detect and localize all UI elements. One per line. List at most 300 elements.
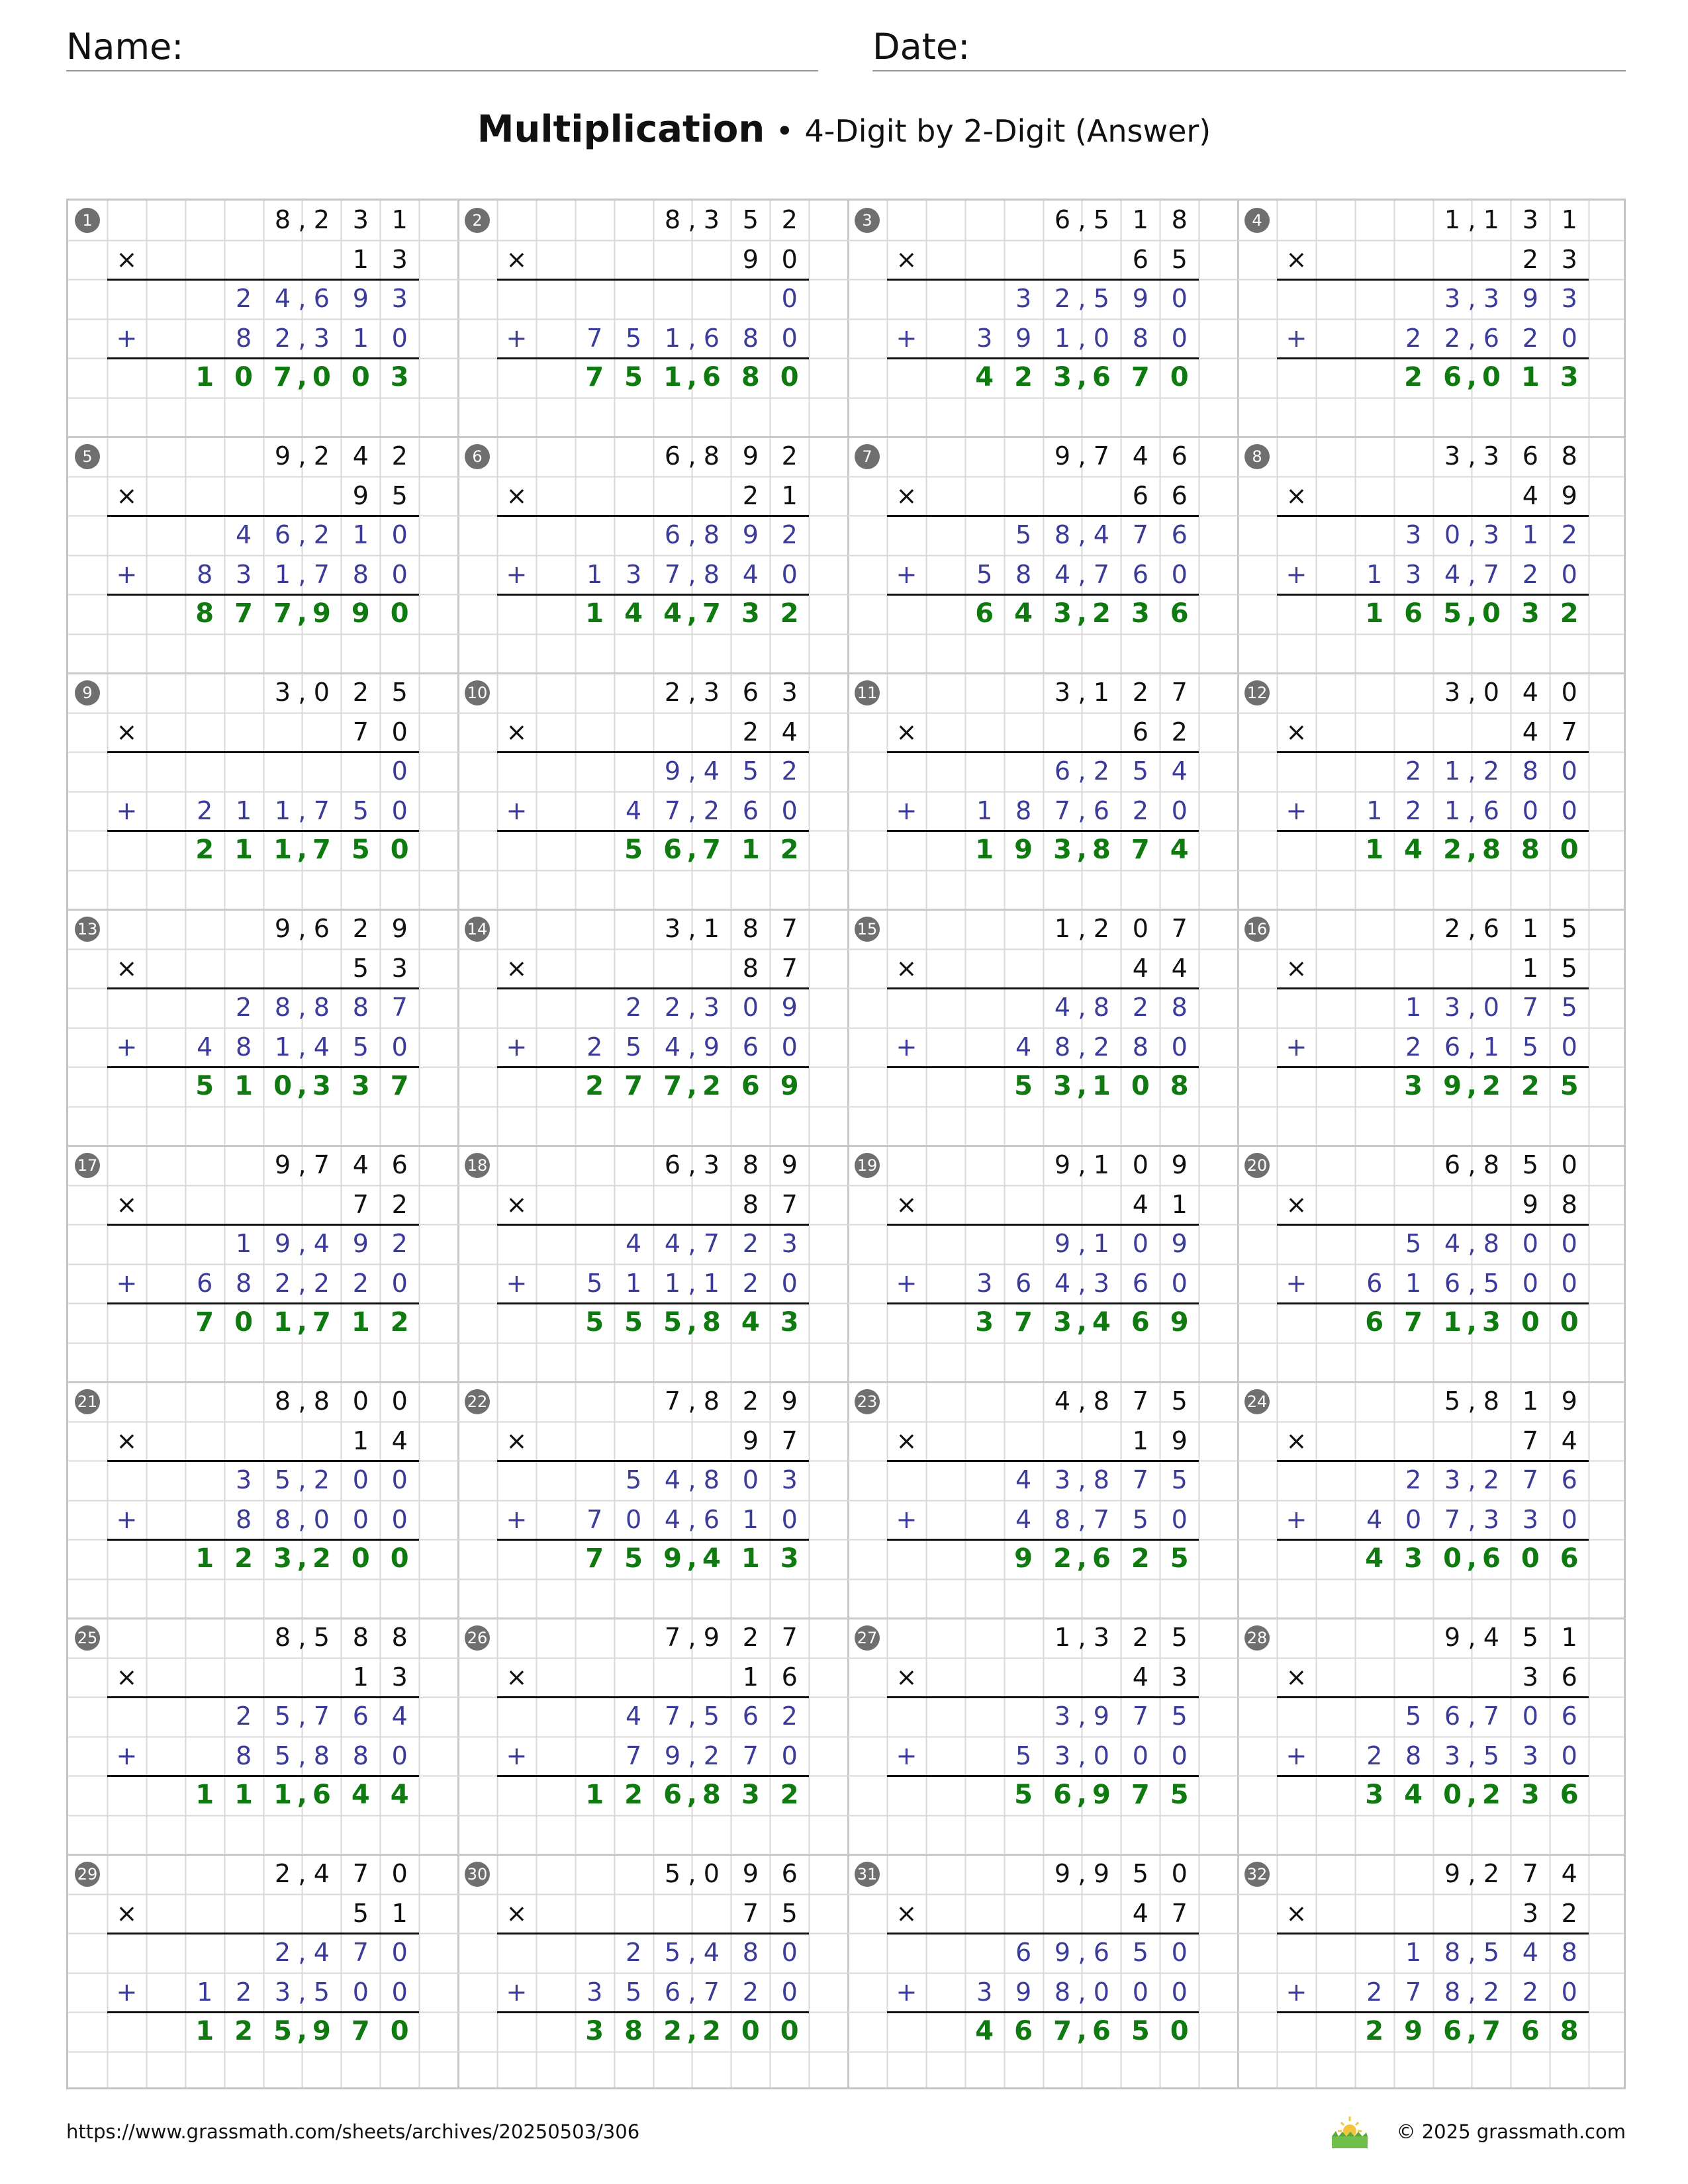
partial-product-1-comma: , xyxy=(1078,756,1086,786)
multiplicand-digit: 2 xyxy=(313,205,330,234)
multiplicand-digit: 6 xyxy=(1171,441,1188,471)
partial-product-2-comma: , xyxy=(688,1032,696,1062)
answer-digit: 0 xyxy=(1560,835,1579,865)
partial-product-2-digit: 2 xyxy=(703,1741,720,1770)
partial-product-1-comma: , xyxy=(298,1229,306,1258)
times-sign: × xyxy=(1286,1662,1307,1692)
multiplicand-digit: 6 xyxy=(1483,914,1499,943)
answer-digit: 4 xyxy=(1170,835,1189,865)
multiplicand-digit: 8 xyxy=(1483,1387,1499,1416)
problem-rule xyxy=(1277,2011,1589,2013)
multiplicand-comma: , xyxy=(298,1859,306,1888)
partial-product-1-digit: 3 xyxy=(1444,1465,1461,1494)
partial-product-1-digit: 8 xyxy=(313,993,330,1022)
answer-digit: 0 xyxy=(1170,362,1189,392)
partial-product-1-digit: 8 xyxy=(274,993,291,1022)
partial-product-2-digit: 3 xyxy=(1522,1504,1538,1534)
partial-product-2-digit: 1 xyxy=(1444,796,1461,825)
multiplicand-digit: 0 xyxy=(391,1859,408,1888)
answer-digit: 3 xyxy=(1481,1307,1501,1338)
multiplicand-comma: , xyxy=(1468,205,1476,234)
answer-digit: 8 xyxy=(624,2016,643,2046)
partial-product-2-digit: 6 xyxy=(197,1268,213,1298)
partial-product-2-digit: 8 xyxy=(274,1504,291,1534)
answer-digit: 6 xyxy=(663,1780,682,1810)
partial-product-1-digit: 7 xyxy=(1522,1465,1538,1494)
partial-product-1-digit: 2 xyxy=(1093,756,1109,786)
problem-rule xyxy=(497,1224,809,1226)
name-field[interactable] xyxy=(66,24,818,71)
answer-digit: 1 xyxy=(234,1071,254,1101)
answer-digit: 0 xyxy=(1170,2016,1189,2046)
multiplicand-digit: 0 xyxy=(703,1859,720,1888)
partial-product-2-digit: 5 xyxy=(976,559,993,589)
answer-digit: 2 xyxy=(624,1780,643,1810)
partial-product-1-digit: 9 xyxy=(1522,284,1538,313)
plus-sign: + xyxy=(116,323,138,353)
multiplicand-digit: 2 xyxy=(1444,914,1461,943)
partial-product-1-digit: 2 xyxy=(1483,1465,1499,1494)
partial-product-1-digit: 8 xyxy=(1444,1938,1461,1967)
times-sign: × xyxy=(896,1898,917,1928)
partial-product-1-digit: 4 xyxy=(313,1938,330,1967)
problem-rule xyxy=(1277,357,1589,359)
problem-number-badge: 10 xyxy=(465,680,490,705)
multiplicand-digit: 9 xyxy=(1444,1623,1461,1652)
answer-digit: 6 xyxy=(1404,598,1423,629)
answer-digit: 7 xyxy=(312,1307,331,1338)
partial-product-1-digit: 3 xyxy=(1561,284,1577,313)
partial-product-2-digit: 7 xyxy=(742,1741,759,1770)
multiplicand-digit: 7 xyxy=(1132,1387,1149,1416)
multiplier-digit: 1 xyxy=(391,1898,408,1928)
partial-product-1-digit: 5 xyxy=(626,1465,642,1494)
partial-product-2-digit: 4 xyxy=(1054,1268,1071,1298)
partial-product-1-digit: 0 xyxy=(391,1465,408,1494)
answer-digit: 4 xyxy=(975,362,994,392)
partial-product-2-digit: 0 xyxy=(391,559,408,589)
partial-product-1-digit: 2 xyxy=(742,1229,759,1258)
multiplier-digit: 2 xyxy=(1561,1898,1577,1928)
answer-digit: 6 xyxy=(1443,362,1462,392)
answer-digit: 3 xyxy=(1053,835,1072,865)
answer-digit: 6 xyxy=(1014,2016,1033,2046)
problem-rule xyxy=(1277,1775,1589,1777)
partial-product-2-digit: 0 xyxy=(781,1032,798,1062)
multiplier-digit: 2 xyxy=(742,480,759,510)
partial-product-2-digit: 0 xyxy=(1171,1977,1188,2007)
answer-comma: , xyxy=(1076,1780,1087,1810)
plus-sign: + xyxy=(116,559,138,589)
multiplier-digit: 5 xyxy=(1171,244,1188,274)
problem-rule xyxy=(1277,1066,1589,1068)
answer-digit: 7 xyxy=(1131,1780,1150,1810)
answer-comma: , xyxy=(686,1307,697,1338)
partial-product-1-digit: 6 xyxy=(352,1702,369,1731)
multiplicand-digit: 7 xyxy=(352,1859,369,1888)
partial-product-1-digit: 3 xyxy=(1054,1702,1071,1731)
multiplier-digit: 2 xyxy=(391,1189,408,1219)
multiplier-digit: 7 xyxy=(352,717,369,747)
partial-product-1-digit: 5 xyxy=(1015,520,1032,549)
partial-product-2-digit: 1 xyxy=(352,323,369,353)
answer-digit: 9 xyxy=(351,598,370,629)
partial-product-1-comma: , xyxy=(688,1229,696,1258)
multiplicand-digit: 7 xyxy=(1522,1859,1538,1888)
answer-digit: 1 xyxy=(273,1307,292,1338)
plus-sign: + xyxy=(506,1268,528,1298)
partial-product-1-digit: 2 xyxy=(1561,520,1577,549)
answer-digit: 2 xyxy=(780,598,799,629)
page-title xyxy=(0,103,1688,158)
times-sign: × xyxy=(116,953,138,983)
partial-product-1-digit: 4 xyxy=(391,1702,408,1731)
partial-product-2-digit: 8 xyxy=(1132,1032,1149,1062)
answer-digit: 1 xyxy=(1521,362,1540,392)
problem-rule xyxy=(497,1539,809,1541)
answer-digit: 8 xyxy=(1521,835,1540,865)
multiplier-digit: 9 xyxy=(742,244,759,274)
partial-product-2-digit: 2 xyxy=(703,796,720,825)
partial-product-1-digit: 9 xyxy=(1054,1938,1071,1967)
answer-digit: 8 xyxy=(1170,1071,1189,1101)
answer-digit: 4 xyxy=(663,598,682,629)
answer-digit: 4 xyxy=(1404,1780,1423,1810)
problem-rule xyxy=(1277,1696,1589,1698)
problem-rule xyxy=(887,1539,1199,1541)
times-sign: × xyxy=(116,717,138,747)
problem-number-badge: 26 xyxy=(465,1625,490,1651)
plus-sign: + xyxy=(896,1032,917,1062)
partial-product-1-comma: , xyxy=(688,1702,696,1731)
answer-digit: 2 xyxy=(780,1780,799,1810)
problem-rule xyxy=(887,1775,1199,1777)
times-sign: × xyxy=(116,1898,138,1928)
answer-digit: 6 xyxy=(975,598,994,629)
partial-product-1-digit: 0 xyxy=(352,1465,369,1494)
partial-product-2-comma: , xyxy=(1468,323,1476,353)
times-sign: × xyxy=(896,1426,917,1455)
answer-digit: 6 xyxy=(1560,1543,1579,1574)
multiplicand-digit: 0 xyxy=(1132,1150,1149,1179)
multiplicand-digit: 1 xyxy=(1093,1150,1109,1179)
multiplicand-digit: 4 xyxy=(313,1859,330,1888)
answer-digit: 2 xyxy=(1092,598,1111,629)
partial-product-1-digit: 3 xyxy=(781,1229,798,1258)
partial-product-2-digit: 0 xyxy=(391,1977,408,2007)
partial-product-2-comma: , xyxy=(298,1741,306,1770)
answer-digit: 6 xyxy=(1521,2016,1540,2046)
partial-product-2-digit: 7 xyxy=(1444,1504,1461,1534)
problem-rule xyxy=(497,357,809,359)
times-sign: × xyxy=(506,1189,528,1219)
multiplicand-digit: 1 xyxy=(1093,678,1109,707)
partial-product-2-digit: 0 xyxy=(781,323,798,353)
partial-product-2-digit: 7 xyxy=(664,559,681,589)
partial-product-2-digit: 5 xyxy=(352,796,369,825)
multiplier-digit: 1 xyxy=(1171,1189,1188,1219)
problem-rule xyxy=(1277,279,1589,281)
partial-product-1-digit: 3 xyxy=(1483,284,1499,313)
problem-number-badge: 20 xyxy=(1244,1153,1270,1178)
partial-product-1-digit: 7 xyxy=(1132,1465,1149,1494)
answer-digit: 3 xyxy=(585,2016,604,2046)
partial-product-2-digit: 6 xyxy=(1015,1268,1032,1298)
multiplicand-digit: 3 xyxy=(274,678,291,707)
partial-product-2-digit: 0 xyxy=(781,1741,798,1770)
multiplier-digit: 7 xyxy=(781,953,798,983)
multiplicand-digit: 3 xyxy=(1054,678,1071,707)
answer-digit: 9 xyxy=(312,598,331,629)
partial-product-2-digit: 0 xyxy=(781,1504,798,1534)
answer-digit: 8 xyxy=(741,362,760,392)
multiplicand-digit: 2 xyxy=(742,1387,759,1416)
answer-digit: 2 xyxy=(1404,362,1423,392)
problem-number-badge: 32 xyxy=(1244,1862,1270,1887)
partial-product-1-digit: 6 xyxy=(1444,1702,1461,1731)
multiplier-digit: 6 xyxy=(1561,1662,1577,1692)
answer-digit: 1 xyxy=(1365,598,1384,629)
answer-digit: 9 xyxy=(1092,1780,1111,1810)
multiplier-digit: 4 xyxy=(1132,1189,1149,1219)
partial-product-1-digit: 4 xyxy=(1444,1229,1461,1258)
partial-product-1-digit: 5 xyxy=(274,1702,291,1731)
answer-digit: 6 xyxy=(1092,1543,1111,1574)
partial-product-2-digit: 2 xyxy=(1483,1977,1499,2007)
answer-digit: 1 xyxy=(1443,1307,1462,1338)
partial-product-2-digit: 9 xyxy=(703,1032,720,1062)
times-sign: × xyxy=(116,480,138,510)
partial-product-1-digit: 4 xyxy=(313,1229,330,1258)
answer-comma: , xyxy=(297,2016,307,2046)
partial-product-2-digit: 4 xyxy=(1015,1504,1032,1534)
problem-rule xyxy=(497,2011,809,2013)
multiplicand-comma: , xyxy=(1468,678,1476,707)
multiplicand-digit: 9 xyxy=(274,1150,291,1179)
multiplicand-digit: 8 xyxy=(391,1623,408,1652)
multiplicand-digit: 1 xyxy=(1132,205,1149,234)
multiplicand-digit: 7 xyxy=(781,914,798,943)
partial-product-2-digit: 4 xyxy=(626,796,642,825)
multiplicand-digit: 0 xyxy=(1171,1859,1188,1888)
answer-digit: 6 xyxy=(1170,598,1189,629)
partial-product-2-digit: 0 xyxy=(781,1268,798,1298)
problem-rule xyxy=(887,2011,1199,2013)
answer-digit: 2 xyxy=(585,1071,604,1101)
partial-product-1-digit: 7 xyxy=(1132,520,1149,549)
answer-digit: 9 xyxy=(1404,2016,1423,2046)
answer-comma: , xyxy=(1076,835,1087,865)
problem-rule xyxy=(887,1460,1199,1462)
partial-product-2-comma: , xyxy=(298,1977,306,2007)
partial-product-2-digit: 7 xyxy=(586,1504,603,1534)
multiplicand-digit: 1 xyxy=(703,914,720,943)
problem-rule xyxy=(497,987,809,989)
multiplicand-comma: , xyxy=(298,1623,306,1652)
partial-product-2-digit: 0 xyxy=(391,1504,408,1534)
multiplicand-digit: 6 xyxy=(313,914,330,943)
problem-rule xyxy=(1277,987,1589,989)
partial-product-1-digit: 9 xyxy=(781,993,798,1022)
answer-comma: , xyxy=(686,2016,697,2046)
partial-product-2-digit: 3 xyxy=(1093,1268,1109,1298)
plus-sign: + xyxy=(116,1504,138,1534)
partial-product-2-digit: 0 xyxy=(1171,323,1188,353)
plus-sign: + xyxy=(116,1268,138,1298)
partial-product-2-comma: , xyxy=(298,1504,306,1534)
partial-product-2-digit: 3 xyxy=(586,1977,603,2007)
partial-product-2-digit: 7 xyxy=(664,796,681,825)
problem-rule xyxy=(497,515,809,517)
multiplier-digit: 5 xyxy=(352,953,369,983)
partial-product-1-digit: 0 xyxy=(781,1938,798,1967)
partial-product-1-digit: 8 xyxy=(352,993,369,1022)
partial-product-2-digit: 0 xyxy=(1561,1977,1577,2007)
partial-product-1-comma: , xyxy=(298,1938,306,1967)
partial-product-2-digit: 0 xyxy=(1561,559,1577,589)
multiplier-digit: 3 xyxy=(391,953,408,983)
partial-product-2-digit: 0 xyxy=(1171,1741,1188,1770)
answer-digit: 6 xyxy=(1092,2016,1111,2046)
multiplicand-digit: 9 xyxy=(391,914,408,943)
answer-digit: 5 xyxy=(624,1307,643,1338)
partial-product-2-digit: 7 xyxy=(313,796,330,825)
partial-product-2-digit: 1 xyxy=(197,1977,213,2007)
partial-product-2-digit: 8 xyxy=(1015,559,1032,589)
partial-product-2-digit: 6 xyxy=(1132,559,1149,589)
partial-product-2-digit: 7 xyxy=(1093,559,1109,589)
partial-product-1-digit: 4 xyxy=(703,756,720,786)
partial-product-2-digit: 6 xyxy=(1483,796,1499,825)
answer-digit: 7 xyxy=(234,598,254,629)
footer-copyright: © 2025 grassmath.com xyxy=(1396,2120,1626,2143)
answer-digit: 9 xyxy=(663,1543,682,1574)
partial-product-2-digit: 4 xyxy=(197,1032,213,1062)
partial-product-1-digit: 6 xyxy=(664,520,681,549)
plus-sign: + xyxy=(116,1977,138,2007)
partial-product-1-digit: 0 xyxy=(1171,284,1188,313)
answer-digit: 6 xyxy=(702,362,721,392)
answer-comma: , xyxy=(686,598,697,629)
partial-product-1-digit: 5 xyxy=(1093,284,1109,313)
partial-product-1-comma: , xyxy=(298,1702,306,1731)
answer-digit: 1 xyxy=(234,1780,254,1810)
partial-product-1-digit: 4 xyxy=(274,284,291,313)
multiplicand-digit: 2 xyxy=(664,678,681,707)
answer-digit: 7 xyxy=(624,1071,643,1101)
multiplicand-digit: 6 xyxy=(1054,205,1071,234)
answer-digit: 0 xyxy=(312,362,331,392)
answer-comma: , xyxy=(297,835,307,865)
answer-digit: 7 xyxy=(585,1543,604,1574)
partial-product-2-comma: , xyxy=(298,323,306,353)
partial-product-2-digit: 3 xyxy=(274,1977,291,2007)
partial-product-2-comma: , xyxy=(1468,1032,1476,1062)
partial-product-2-digit: 0 xyxy=(1171,1504,1188,1534)
partial-product-2-digit: 0 xyxy=(391,1032,408,1062)
answer-digit: 5 xyxy=(624,362,643,392)
answer-comma: , xyxy=(297,598,307,629)
problem-rule xyxy=(1277,594,1589,596)
answer-digit: 5 xyxy=(351,835,370,865)
multiplier-digit: 1 xyxy=(742,1662,759,1692)
multiplier-digit: 7 xyxy=(781,1426,798,1455)
multiplicand-digit: 0 xyxy=(1561,678,1577,707)
answer-digit: 4 xyxy=(390,1780,409,1810)
answer-digit: 3 xyxy=(1053,598,1072,629)
partial-product-2-digit: 2 xyxy=(236,1977,252,2007)
multiplier-digit: 4 xyxy=(1561,1426,1577,1455)
partial-product-2-digit: 8 xyxy=(236,323,252,353)
answer-digit: 9 xyxy=(1443,1071,1462,1101)
answer-digit: 0 xyxy=(234,1307,254,1338)
partial-product-1-digit: 2 xyxy=(626,1938,642,1967)
partial-product-1-comma: , xyxy=(1468,756,1476,786)
answer-digit: 0 xyxy=(351,362,370,392)
multiplicand-digit: 5 xyxy=(391,678,408,707)
partial-product-1-comma: , xyxy=(1078,520,1086,549)
problem-rule xyxy=(497,1933,809,1934)
partial-product-2-digit: 1 xyxy=(274,1032,291,1062)
partial-product-2-digit: 6 xyxy=(1093,796,1109,825)
problem-rule xyxy=(887,1302,1199,1304)
multiplicand-digit: 7 xyxy=(313,1150,330,1179)
name-label: Name: xyxy=(66,26,184,68)
multiplicand-comma: , xyxy=(298,1150,306,1179)
answer-digit: 7 xyxy=(1131,362,1150,392)
answer-digit: 5 xyxy=(624,1543,643,1574)
partial-product-2-digit: 1 xyxy=(626,1268,642,1298)
answer-digit: 5 xyxy=(1014,1071,1033,1101)
answer-digit: 3 xyxy=(1053,1307,1072,1338)
partial-product-1-digit: 0 xyxy=(1171,1938,1188,1967)
partial-product-2-digit: 2 xyxy=(1405,796,1422,825)
partial-product-1-digit: 2 xyxy=(313,1465,330,1494)
multiplicand-digit: 4 xyxy=(1483,1623,1499,1652)
partial-product-2-comma: , xyxy=(298,1032,306,1062)
partial-product-2-digit: 0 xyxy=(391,796,408,825)
multiplicand-comma: , xyxy=(688,205,696,234)
partial-product-1-digit: 2 xyxy=(236,284,252,313)
partial-product-1-digit: 8 xyxy=(1093,1465,1109,1494)
partial-product-2-digit: 2 xyxy=(197,796,213,825)
partial-product-1-digit: 4 xyxy=(626,1229,642,1258)
partial-product-1-digit: 1 xyxy=(236,1229,252,1258)
partial-product-2-comma: , xyxy=(688,559,696,589)
multiplicand-digit: 8 xyxy=(742,1150,759,1179)
date-field[interactable] xyxy=(872,24,1626,71)
multiplier-digit: 4 xyxy=(1132,953,1149,983)
partial-product-2-digit: 1 xyxy=(1483,1032,1499,1062)
multiplier-digit: 4 xyxy=(1171,953,1188,983)
partial-product-1-digit: 6 xyxy=(1015,1938,1032,1967)
partial-product-2-digit: 2 xyxy=(1522,559,1538,589)
problem-number-badge: 9 xyxy=(75,680,100,705)
multiplier-digit: 1 xyxy=(352,244,369,274)
partial-product-2-digit: 0 xyxy=(1561,1032,1577,1062)
partial-product-1-digit: 4 xyxy=(1522,1938,1538,1967)
answer-digit: 3 xyxy=(1404,1543,1423,1574)
answer-digit: 2 xyxy=(390,1307,409,1338)
partial-product-2-comma: , xyxy=(1468,1977,1476,2007)
multiplier-digit: 6 xyxy=(1132,717,1149,747)
partial-product-2-digit: 2 xyxy=(586,1032,603,1062)
answer-comma: , xyxy=(1076,362,1087,392)
multiplier-digit: 9 xyxy=(1171,1426,1188,1455)
plus-sign: + xyxy=(896,1504,917,1534)
partial-product-2-digit: 3 xyxy=(1444,1741,1461,1770)
multiplier-digit: 6 xyxy=(781,1662,798,1692)
